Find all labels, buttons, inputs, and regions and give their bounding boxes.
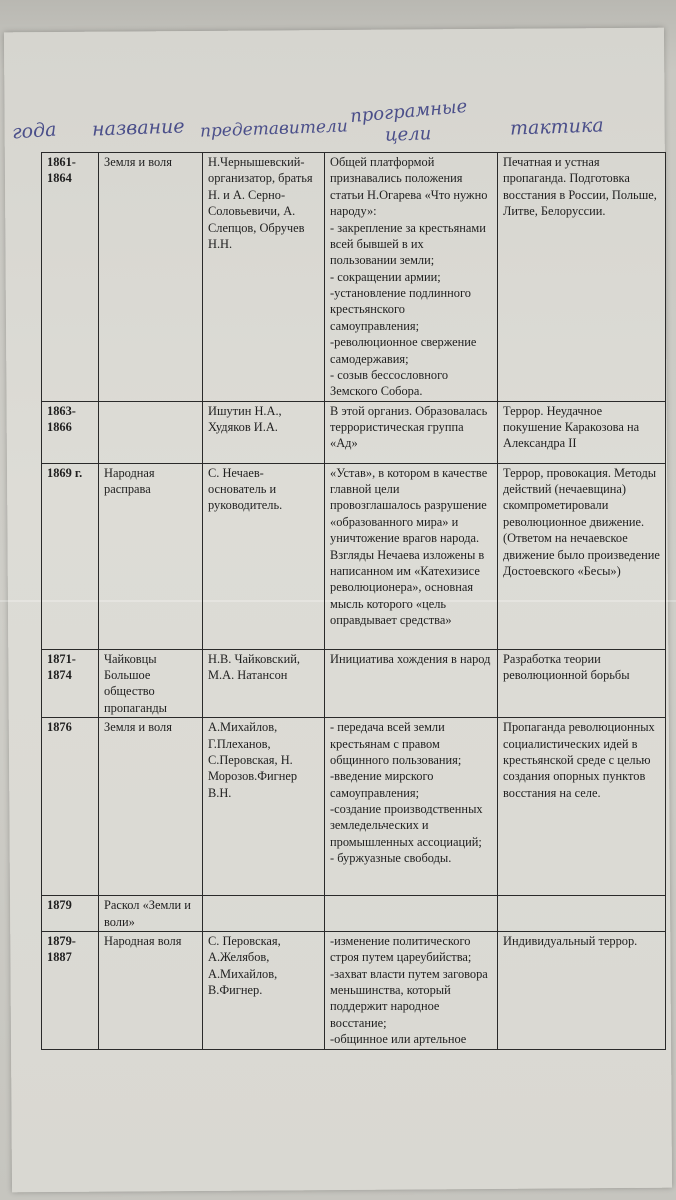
cell-representatives: Н.В. Чайковский, М.А. Натансон bbox=[203, 649, 325, 718]
goal-line: «Устав», в котором в качестве главной цели провозглашалось разрушение «образованного мира» и уничтожение врагов народа. Взгляды Нечаева изложены в написанном им «Катехизисе революционера», основная мысль которого «цель оправдывает средства» bbox=[330, 465, 488, 627]
cell-tactics: Печатная и устная пропаганда. Подготовка восстания в России, Польше, Литве, Белоруссии. bbox=[498, 153, 666, 402]
cell-tactics: Террор, провокация. Методы действий (нечаевщина) скомпрометировали революционное движение. (Ответом на нечаевское движение было произведение Достоевского «Бесы») bbox=[498, 463, 666, 649]
cell-tactics: Пропаганда революционных социалистических идей в крестьянской среде с целью создания опорных пунктов восстания на селе. bbox=[498, 718, 666, 896]
goal-line: -изменение политического строя путем цареубийства; bbox=[330, 933, 472, 965]
table-row bbox=[42, 649, 666, 718]
header-tactics: тактика bbox=[509, 114, 604, 140]
header-goals-line1: програмные bbox=[349, 95, 469, 128]
organizations-table bbox=[41, 152, 666, 1050]
goal-line: - буржуазные свободы. bbox=[330, 851, 452, 866]
cell-name bbox=[99, 401, 203, 463]
table-row bbox=[42, 401, 666, 463]
cell-representatives: А.Михайлов, Г.Плеханов, С.Перовская, Н. Морозов.Фигнер В.Н. bbox=[203, 718, 325, 896]
header-goals-line2: цели bbox=[384, 123, 432, 146]
goal-line: - закрепление за крестьянами всей бывшей в их пользовании земли; bbox=[330, 220, 486, 268]
cell-goals bbox=[325, 401, 498, 463]
goal-line: -революционное свержение самодержавия; bbox=[330, 335, 477, 366]
cell-tactics bbox=[498, 896, 666, 932]
cell-goals bbox=[325, 718, 498, 896]
cell-name: Народная расправа bbox=[99, 463, 203, 649]
cell-goals bbox=[325, 153, 498, 402]
cell-tactics: Разработка теории революционной борьбы bbox=[498, 649, 666, 718]
cell-goals bbox=[325, 931, 498, 1049]
cell-representatives: С. Перовская, А.Желябов, А.Михайлов, В.Фигнер. bbox=[203, 931, 325, 1049]
cell-name: Раскол «Земли и воли» bbox=[99, 896, 203, 932]
goal-line: - передача всей земли крестьянам с правом общинного пользования; bbox=[330, 720, 462, 767]
goal-line: -введение мирского самоуправления; bbox=[330, 769, 434, 800]
header-name: название bbox=[91, 115, 185, 141]
cell-year: 1861-1864 bbox=[42, 153, 99, 402]
cell-year: 1879 bbox=[42, 896, 99, 932]
goal-line: Инициатива хождения в народ bbox=[330, 651, 491, 666]
goal-line: Общей платформой признавались положения статьи Н.Огарева «Что нужно народу»: bbox=[330, 155, 488, 219]
cell-goals bbox=[325, 463, 498, 649]
table-row bbox=[42, 718, 666, 896]
cell-year: 1871-1874 bbox=[42, 649, 99, 718]
table-row bbox=[42, 931, 666, 1049]
goal-line: -общинное или артельное bbox=[330, 1032, 467, 1047]
cell-year: 1879-1887 bbox=[42, 931, 99, 1049]
cell-goals bbox=[325, 896, 498, 932]
cell-representatives: Н.Чернышевский-организатор, братья Н. и А. Серно-Соловьевичи, А. Слепцов, Обручев Н.Н. bbox=[203, 153, 325, 402]
cell-year: 1876 bbox=[42, 718, 99, 896]
cell-representatives bbox=[203, 896, 325, 932]
goal-line: -создание производственных земледельческих и промышленных ассоциаций; bbox=[330, 802, 483, 849]
goal-line: В этой организ. Образовалась террористическая группа «Ад» bbox=[330, 403, 488, 451]
cell-tactics: Индивидуальный террор. bbox=[498, 931, 666, 1049]
goal-line: - сокращении армии; bbox=[330, 269, 441, 284]
table-row bbox=[42, 153, 666, 402]
cell-representatives: С. Нечаев-основатель и руководитель. bbox=[203, 463, 325, 649]
cell-tactics: Террор. Неудачное покушение Каракозова на Александра II bbox=[498, 401, 666, 463]
cell-year: 1869 г. bbox=[42, 463, 99, 649]
cell-name: Чайковцы Большое общество пропаганды bbox=[99, 649, 203, 718]
goal-line: -захват власти путем заговора меньшинства, который поддержит народное восстание; bbox=[330, 966, 488, 1030]
cell-goals bbox=[325, 649, 498, 718]
header-representatives: предетавители bbox=[199, 116, 349, 142]
table-row bbox=[42, 896, 666, 932]
cell-year: 1863-1866 bbox=[42, 401, 99, 463]
cell-name: Земля и воля bbox=[99, 718, 203, 896]
header-years: года bbox=[11, 118, 58, 144]
cell-representatives: Ишутин Н.А., Худяков И.А. bbox=[203, 401, 325, 463]
goal-line: - созыв бессословного Земского Собора. bbox=[330, 367, 449, 399]
cell-name: Земля и воля bbox=[99, 153, 203, 402]
cell-name: Народная воля bbox=[99, 931, 203, 1049]
goal-line: -установление подлинного крестьянского самоуправления; bbox=[330, 286, 471, 333]
table-row bbox=[42, 463, 666, 649]
